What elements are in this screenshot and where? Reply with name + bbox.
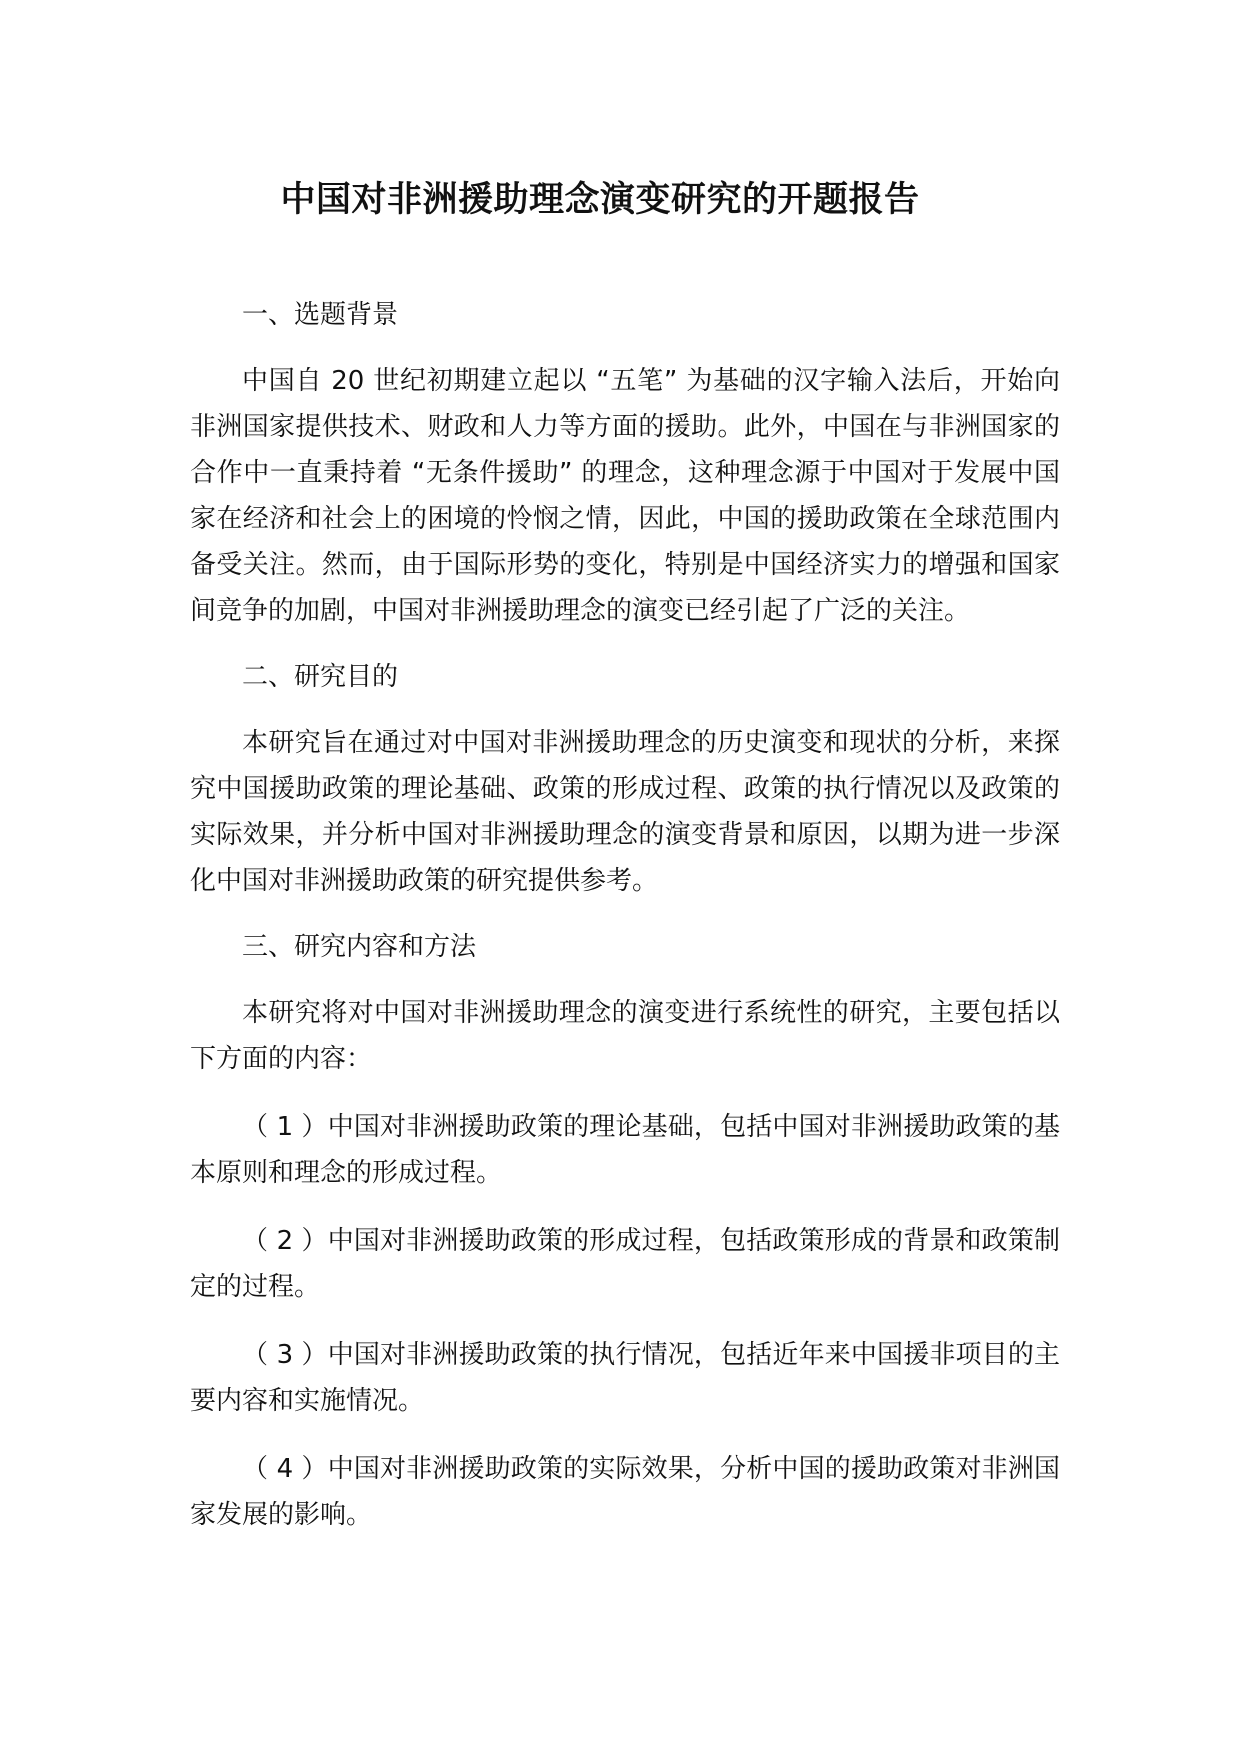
paragraph-purpose: 本研究旨在通过对中国对非洲援助理念的历史演变和现状的分析，来探究中国援助政策的理论基础、政策的形成过程、政策的执行情况以及政策的实际效果，并分析中国对非洲援助理念的演变背景和原因，以期为进一步深化中国对非洲援助政策的研究提供参考。 bbox=[190, 728, 1060, 896]
list-item-1: （ 1 ）中国对非洲援助政策的理论基础，包括中国对非洲援助政策的基本原则和理念的形成过程。 bbox=[190, 1112, 1060, 1188]
list-item-4: （ 4 ）中国对非洲援助政策的实际效果，分析中国的援助政策对非洲国家发展的影响。 bbox=[190, 1454, 1060, 1530]
document-title: 中国对非洲援助理念演变研究的开题报告 bbox=[280, 180, 920, 220]
list-item-3: （ 3 ）中国对非洲援助政策的执行情况，包括近年来中国援非项目的主要内容和实施情况。 bbox=[190, 1340, 1060, 1416]
paragraph-content-intro: 本研究将对中国对非洲援助理念的演变进行系统性的研究，主要包括以下方面的内容： bbox=[190, 998, 1060, 1074]
paragraph-background: 中国自 20 世纪初期建立起以 “五笔” 为基础的汉字输入法后，开始向非洲国家提供技术、财政和人力等方面的援助。此外，中国在与非洲国家的合作中一直秉持着 “无条件援助” 的理念，这种理念源于中国对于发展中国家在经济和社会上的困境的怜悯之情，因此，中国的援助政策在全球范围内备受关注。然而，由于国际形势的变化，特别是中国经济实力的增强和国家间竞争的加剧，中国对非洲援助理念的演变已经引起了广泛的关注。 bbox=[190, 366, 1060, 626]
document-body bbox=[190, 292, 1060, 1538]
section-heading-content: 三、研究内容和方法 bbox=[242, 932, 477, 962]
section-heading-background: 一、选题背景 bbox=[242, 300, 399, 330]
list-item-2: （ 2 ）中国对非洲援助政策的形成过程，包括政策形成的背景和政策制定的过程。 bbox=[190, 1226, 1060, 1302]
section-heading-purpose: 二、研究目的 bbox=[242, 662, 399, 692]
